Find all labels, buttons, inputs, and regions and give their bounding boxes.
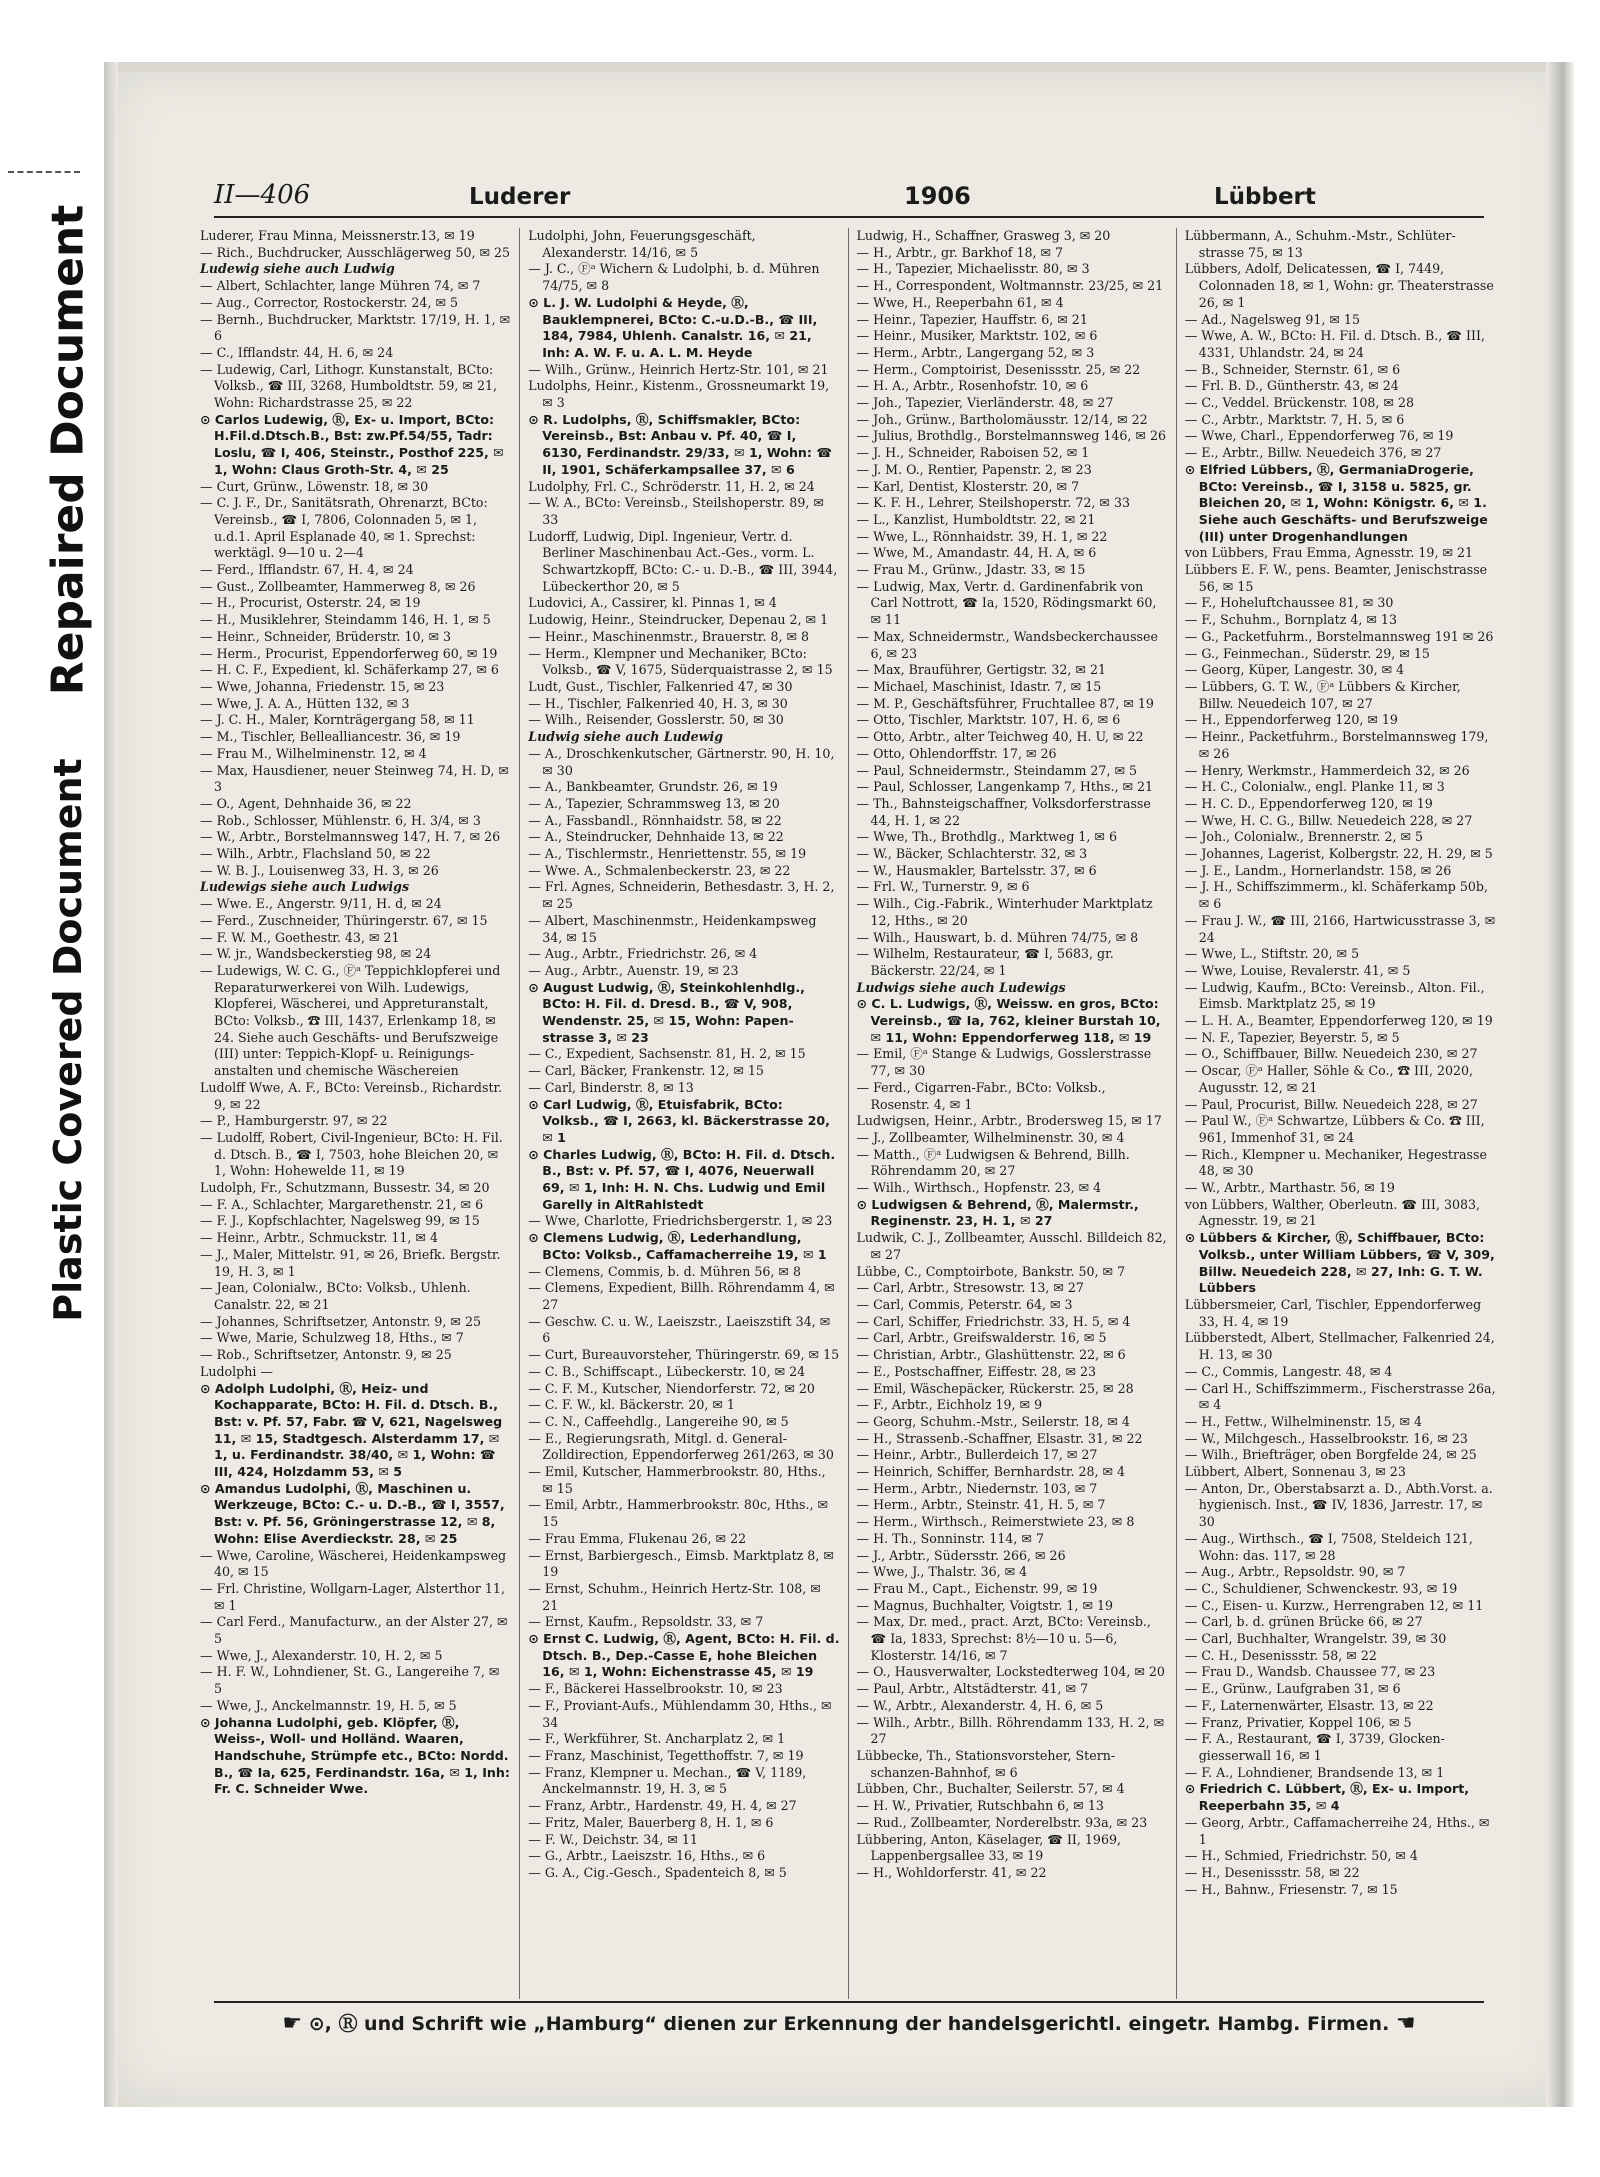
directory-entry: — Heinr., Packetfuhrm., Borstelmannsweg 179, ✉ 26: [1184, 729, 1489, 761]
directory-entry: — Wwe, Marie, Schulzweg 18, Hths., ✉ 7: [200, 1330, 464, 1346]
directory-entry: — W., Arbtr., Marthastr. 56, ✉ 19: [1184, 1180, 1395, 1196]
page-right-edge: [1546, 62, 1574, 2107]
directory-entry: — Ernst, Kaufm., Repsoldstr. 33, ✉ 7: [528, 1614, 764, 1630]
directory-entry: — H., Eppendorferweg 120, ✉ 19: [1184, 712, 1398, 728]
directory-entry: — F. A., Restaurant, ☎ I, 3739, Glockengiesserwall 16, ✉ 1: [1184, 1731, 1445, 1763]
directory-entry: — H., Correspondent, Woltmannstr. 23/25, ✉ 21: [856, 278, 1164, 294]
directory-entry: — Frau M., Wilhelminenstr. 12, ✉ 4: [200, 745, 427, 761]
directory-entry: — Georg, Küper, Langestr. 30, ✉ 4: [1184, 662, 1405, 678]
directory-entry: Ludewig siehe auch Ludwig: [200, 261, 395, 277]
directory-entry: — H. C. D., Eppendorferweg 120, ✉ 19: [1184, 795, 1433, 811]
directory-entry: — H., Arbtr., gr. Barkhof 18, ✉ 7: [856, 244, 1064, 260]
directory-entry: — Herm., Arbtr., Niedernstr. 103, ✉ 7: [856, 1480, 1098, 1496]
directory-entry: — Karl, Dentist, Klosterstr. 20, ✉ 7: [856, 478, 1080, 494]
directory-entry: ⊙ Amandus Ludolphi, Ⓡ, Maschinen u. Werkzeuge, BCto: C.- u. D.-B., ☎ I, 3557, Bst: v. Pf. 56, Gröningerstrasse 12, ✉ 8, Wohn: Elise Averdieckstr. 28, ✉ 25: [200, 1480, 505, 1546]
directory-entry: — H. A., Arbtr., Rosenhofstr. 10, ✉ 6: [856, 378, 1089, 394]
directory-entry: — F. W., Deichstr. 34, ✉ 11: [528, 1831, 698, 1847]
directory-entry: — Ludolff, Robert, Civil-Ingenieur, BCto: H. Fil. d. Dtsch. B., ☎ I, 7503, hohe Bleichen 20, ✉ 1, Wohn: Hohewelde 11, ✉ 19: [200, 1129, 503, 1179]
directory-entry: Lübben, Chr., Buchalter, Seilerstr. 57, ✉ 4: [856, 1781, 1125, 1797]
directory-entry: — Frau Emma, Flukenau 26, ✉ 22: [528, 1530, 747, 1546]
directory-entry: — F., Proviant-Aufs., Mühlendamm 30, Hths., ✉ 34: [528, 1697, 832, 1730]
directory-entry: — C. B., Schiffscapt., Lübeckerstr. 10, ✉ 24: [528, 1363, 806, 1379]
directory-entry: — Wwe, Charlotte, Friedrichsbergerstr. 1, ✉ 23: [528, 1213, 833, 1229]
directory-entry: — Wwe. A., Schmalenbeckerstr. 23, ✉ 22: [528, 862, 791, 878]
scanned-page: [104, 62, 1574, 2107]
directory-entry: — Carl, Arbtr., Stresowstr. 13, ✉ 27: [856, 1280, 1084, 1296]
directory-entry: ⊙ Elfried Lübbers, Ⓡ, GermaniaDrogerie, BCto: Vereinsb., ☎ I, 3158 u. 5825, gr. Bleichen 20, ✉ 1, Wohn: Königstr. 6, ✉ 1. Siehe auch Geschäfts- und Berufszweige (III) unter Drogenhandlungen: [1184, 461, 1488, 544]
directory-entry: — Georg, Schuhm.-Mstr., Seilerstr. 18, ✉ 4: [856, 1413, 1130, 1429]
directory-entry: — Frl. B. D., Güntherstr. 43, ✉ 24: [1184, 378, 1399, 394]
directory-entry: Ludolphi, John, Feuerungsgeschäft, Alexanderstr. 14/16, ✉ 5: [528, 228, 756, 260]
directory-entry: — H., Strassenb.-Schaffner, Elsastr. 31, ✉ 22: [856, 1430, 1143, 1446]
directory-entry: — A., Tischlermstr., Henriettenstr. 55, ✉ 19: [528, 846, 807, 862]
directory-entry: — Aug., Wirthsch., ☎ I, 7508, Steldeich 121, Wohn: das. 117, ✉ 28: [1184, 1530, 1473, 1563]
directory-entry: — Johannes, Lagerist, Kolbergstr. 22, H. 29, ✉ 5: [1184, 846, 1493, 862]
directory-entry: — Wilh., Briefträger, oben Borgfelde 24, ✉ 25: [1184, 1447, 1477, 1463]
directory-entry: — Aug., Arbtr., Friedrichstr. 26, ✉ 4: [528, 946, 758, 962]
directory-entry: — Emil, Ⓕᵃ Stange & Ludwigs, Gosslerstrasse 77, ✉ 30: [856, 1046, 1152, 1079]
directory-entry: — Frau J. W., ☎ III, 2166, Hartwicusstrasse 3, ✉ 24: [1184, 912, 1496, 945]
directory-entry: — Aug., Arbtr., Auenstr. 19, ✉ 23: [528, 962, 739, 978]
directory-entry: — Clemens, Expedient, Billh. Röhrendamm 4, ✉ 27: [528, 1280, 835, 1312]
directory-entry: — F., Hoheluftchaussee 81, ✉ 30: [1184, 595, 1394, 611]
directory-entry: — B., Schneider, Sternstr. 61, ✉ 6: [1184, 361, 1401, 377]
directory-entry: — Frau M., Grünw., Jdastr. 33, ✉ 15: [856, 562, 1086, 578]
directory-entry: — Fritz, Maler, Bauerberg 8, H. 1, ✉ 6: [528, 1814, 774, 1830]
directory-entry: — Frau M., Capt., Eichenstr. 99, ✉ 19: [856, 1580, 1098, 1596]
pointing-hand-left-icon: ☛: [282, 2011, 303, 2036]
directory-entry: — Otto, Arbtr., alter Teichweg 40, H. U, ✉ 22: [856, 729, 1144, 745]
directory-entry: — A., Bankbeamter, Grundstr. 26, ✉ 19: [528, 779, 778, 795]
directory-column-2: [519, 228, 847, 1999]
directory-entry: — A., Droschkenkutscher, Gärtnerstr. 90, H. 10, ✉ 30: [528, 745, 835, 778]
directory-entry: — F. A., Lohndiener, Brandsende 13, ✉ 1: [1184, 1764, 1445, 1780]
directory-entry: — Wwe, J. A. A., Hütten 132, ✉ 3: [200, 695, 410, 711]
directory-entry: — Emil, Arbtr., Hammerbrookstr. 80c, Hths., ✉ 15: [528, 1497, 829, 1530]
directory-entry: — Wwe, Louise, Revalerstr. 41, ✉ 5: [1184, 962, 1411, 978]
directory-entry: ⊙ C. L. Ludwigs, Ⓡ, Weissw. en gros, BCto: Vereinsb., ☎ Ia, 762, kleiner Burstah 10, ✉ 11, Wohn: Eppendorferweg 118, ✉ 19: [856, 996, 1161, 1045]
directory-entry: — O., Hausverwalter, Lockstedterweg 104, ✉ 20: [856, 1664, 1165, 1680]
directory-entry: — Joh., Tapezier, Vierländerstr. 48, ✉ 27: [856, 395, 1114, 411]
directory-entry: — Wwe, J., Anckelmannstr. 19, H. 5, ✉ 5: [200, 1697, 457, 1713]
directory-entry: — Carl H., Schiffszimmerm., Fischerstrasse 26a, ✉ 4: [1184, 1380, 1496, 1413]
directory-entry: Lübbers, Adolf, Delicatessen, ☎ I, 7449, Colonnaden 18, ✉ 1, Wohn: gr. Theaterstrasse 26, ✉ 1: [1184, 261, 1494, 310]
directory-entry: — H. W., Privatier, Rutschbahn 6, ✉ 13: [856, 1798, 1104, 1814]
running-head: [214, 172, 1484, 218]
page-top-band: [104, 62, 1574, 72]
directory-entry: — H., Procurist, Osterstr. 24, ✉ 19: [200, 595, 421, 611]
directory-entry: — Bernh., Buchdrucker, Marktstr. 17/19, H. 1, ✉ 6: [200, 311, 511, 344]
directory-entry: — C. F. W., kl. Bäckerstr. 20, ✉ 1: [528, 1397, 735, 1413]
directory-entry: — Wilh., Grünw., Heinrich Hertz-Str. 101, ✉ 21: [528, 361, 829, 377]
directory-entry: — W. B. J., Louisenweg 33, H. 3, ✉ 26: [200, 862, 439, 878]
directory-entry: — Paul, Arbtr., Altstädterstr. 41, ✉ 7: [856, 1681, 1089, 1697]
directory-entry: Lübbert, Albert, Sonnenau 3, ✉ 23: [1184, 1464, 1406, 1480]
directory-entry: — C., Schuldiener, Schwenckestr. 93, ✉ 19: [1184, 1580, 1458, 1596]
directory-entry: — E., Grünw., Laufgraben 31, ✉ 6: [1184, 1681, 1401, 1697]
directory-entry: — Th., Bahnsteigschaffner, Volksdorferstrasse 44, H. 1, ✉ 22: [856, 795, 1151, 828]
directory-entry: — E., Postschaffner, Eiffestr. 28, ✉ 23: [856, 1363, 1097, 1379]
directory-entry: — C. N., Caffeehdlg., Langereihe 90, ✉ 5: [528, 1413, 789, 1429]
directory-entry: — A., Fassbandl., Rönnhaidstr. 58, ✉ 22: [528, 812, 782, 828]
directory-entry: — Ferd., Ifflandstr. 67, H. 4, ✉ 24: [200, 562, 414, 578]
directory-entry: — C., Ifflandstr. 44, H. 6, ✉ 24: [200, 344, 394, 360]
directory-entry: Ludt, Gust., Tischler, Falkenried 47, ✉ 30: [528, 678, 793, 694]
directory-entry: — Joh., Colonialw., Brennerstr. 2, ✉ 5: [1184, 829, 1424, 845]
directory-entry: von Lübbers, Frau Emma, Agnesstr. 19, ✉ 21: [1184, 545, 1474, 561]
directory-entry: — H., Wohldorferstr. 41, ✉ 22: [856, 1864, 1047, 1880]
plastic-covered-document-text: Plastic Covered Document: [46, 758, 90, 1322]
directory-entry: — Wilh., Cig.-Fabrik., Winterhuder Marktplatz 12, Hths., ✉ 20: [856, 896, 1153, 928]
directory-entry: von Lübbers, Walther, Oberleutn. ☎ III, 3083, Agnesstr. 19, ✉ 21: [1184, 1196, 1481, 1229]
directory-entry: — Frl. Agnes, Schneiderin, Bethesdastr. 3, H. 2, ✉ 25: [528, 879, 835, 912]
directory-entry: — P., Hamburgerstr. 97, ✉ 22: [200, 1113, 388, 1129]
directory-entry: ⊙ Johanna Ludolphi, geb. Klöpfer, Ⓡ, Weiss-, Woll- und Holländ. Waaren, Handschuhe, Strümpfe etc., BCto: Nordd. B., ☎ Ia, 625, Ferdinandstr. 16a, ✉ 1, Inh: Fr. C. Schneider Wwe.: [200, 1714, 510, 1797]
directory-entry: — Carl, Commis, Peterstr. 64, ✉ 3: [856, 1297, 1073, 1312]
directory-entry: — Carl, Buchhalter, Wrangelstr. 39, ✉ 30: [1184, 1631, 1447, 1647]
directory-entry: — Herm., Procurist, Eppendorferweg 60, ✉ 19: [200, 645, 498, 661]
directory-entry: — Frl. W., Turnerstr. 9, ✉ 6: [856, 879, 1030, 895]
directory-entry: — C., Expedient, Sachsenstr. 81, H. 2, ✉ 15: [528, 1046, 806, 1062]
directory-entry: — M., Tischler, Bellealliancestr. 36, ✉ 19: [200, 729, 461, 745]
directory-entry: — Franz, Klempner u. Mechan., ☎ V, 1189, Anckelmannstr. 19, H. 3, ✉ 5: [528, 1764, 807, 1797]
directory-entry: — Albert, Maschinenmstr., Heidenkampsweg 34, ✉ 15: [528, 912, 817, 945]
directory-entry: — H., Fettw., Wilhelminenstr. 15, ✉ 4: [1184, 1413, 1423, 1429]
directory-entry: — Paul, Procurist, Billw. Neuedeich 228, ✉ 27: [1184, 1096, 1478, 1112]
directory-entry: — Ernst, Schuhm., Heinrich Hertz-Str. 108, ✉ 21: [528, 1580, 821, 1613]
directory-entry: Ludovici, A., Cassirer, kl. Pinnas 1, ✉ 4: [528, 595, 777, 611]
directory-entry: — F., Werkführer, St. Ancharplatz 2, ✉ 1: [528, 1731, 786, 1747]
directory-entry: — Emil, Kutscher, Hammerbrookstr. 80, Hths., ✉ 15: [528, 1464, 826, 1496]
directory-entry: — Wwe, J., Thalstr. 36, ✉ 4: [856, 1564, 1028, 1580]
directory-entry: — Christian, Arbtr., Glashüttenstr. 22, ✉ 6: [856, 1347, 1126, 1363]
directory-entry: — C. F. M., Kutscher, Niendorferstr. 72, ✉ 20: [528, 1380, 815, 1396]
directory-entry: ⊙ L. J. W. Ludolphi & Heyde, Ⓡ, Bauklempnerei, BCto: C.-u.D.-B., ☎ III, 184, 7984, Uhlenh. Canalstr. 16, ✉ 21, Inh: A. W. F. u. A. L. M. Heyde: [528, 294, 818, 360]
directory-entry: — W., Arbtr., Alexanderstr. 4, H. 6, ✉ 5: [856, 1697, 1104, 1713]
directory-entry: — C., Veddel. Brückenstr. 108, ✉ 28: [1184, 395, 1414, 411]
directory-entry: — Curt, Grünw., Löwenstr. 18, ✉ 30: [200, 478, 429, 494]
directory-entry: — W. jr., Wandsbeckerstieg 98, ✉ 24: [200, 946, 432, 962]
directory-entry: — Ludewigs, W. C. G., Ⓕᵃ Teppichklopferei und Reparaturwerkerei von Wilh. Ludewigs, Klopferei, Wäscherei, und Appreturanstalt, BCto: Volksb., ☎ III, 1437, Erlenkamp 18, ✉ 24. Siehe auch Geschäfts- und Berufszweige (III) unter: Teppich-Klopf- u. Reinigungsanstalten und chemische Wäschereien: [200, 962, 501, 1079]
directory-entry: — Wilh., Arbtr., Flachsland 50, ✉ 22: [200, 846, 431, 862]
directory-entry: — O., Agent, Dehnhaide 36, ✉ 22: [200, 795, 412, 811]
directory-entry: — J. C., Ⓕᵃ Wichern & Ludolphi, b. d. Mühren 74/75, ✉ 8: [528, 261, 820, 294]
directory-entry: — G., Arbtr., Laeiszstr. 16, Hths., ✉ 6: [528, 1848, 766, 1864]
directory-entry: — J. C. H., Maler, Kornträgergang 58, ✉ 11: [200, 712, 475, 728]
directory-entry: — Herm., Arbtr., Langergang 52, ✉ 3: [856, 344, 1095, 360]
directory-entry: — W., Milchgesch., Hasselbrookstr. 16, ✉ 23: [1184, 1430, 1468, 1446]
directory-entry: — Herm., Klempner und Mechaniker, BCto: Volksb., ☎ V, 1675, Süderquaistrasse 2, ✉ 15: [528, 645, 833, 678]
directory-entry: — G., Feinmechan., Süderstr. 29, ✉ 15: [1184, 645, 1430, 661]
directory-entry: — Wilhelm, Restaurateur, ☎ I, 5683, gr. Bäckerstr. 22/24, ✉ 1: [856, 946, 1114, 978]
directory-entry: ⊙ Carl Ludwig, Ⓡ, Etuisfabrik, BCto: Volksb., ☎ I, 2663, kl. Bäckerstrasse 20, ✉ 1: [528, 1096, 830, 1145]
directory-entry: Ludwik, C. J., Zollbeamter, Ausschl. Billdeich 82, ✉ 27: [856, 1230, 1167, 1262]
directory-entry: — Ad., Nagelsweg 91, ✉ 15: [1184, 311, 1360, 327]
directory-entry: — H., Bahnw., Friesenstr. 7, ✉ 15: [1184, 1881, 1398, 1897]
directory-entry: — Gust., Zollbeamter, Hammerweg 8, ✉ 26: [200, 578, 476, 594]
directory-entry: Lübbe, C., Comptoirbote, Bankstr. 50, ✉ 7: [856, 1263, 1126, 1279]
directory-entry: — Carl, Schiffer, Friedrichstr. 33, H. 5, ✉ 4: [856, 1313, 1131, 1329]
directory-entry: — Rob., Schriftsetzer, Antonstr. 9, ✉ 25: [200, 1347, 452, 1363]
directory-entry: — Paul, Schneidermstr., Steindamm 27, ✉ 5: [856, 762, 1138, 778]
directory-entry: — C. J. F., Dr., Sanitätsrath, Ohrenarzt, BCto: Vereinsb., ☎ I, 7806, Colonnaden 5, ✉ 1, u.d.1. April Esplanade 40, ✉ 1. Sprechst: werktägl. 9—10 u. 2—4: [200, 495, 488, 561]
directory-entry: — L. H. A., Beamter, Eppendorferweg 120, ✉ 19: [1184, 1013, 1493, 1029]
directory-entry: — Rich., Buchdrucker, Ausschlägerweg 50, ✉ 25: [200, 244, 511, 260]
directory-entry: — Wwe, M., Amandastr. 44, H. A, ✉ 6: [856, 545, 1097, 561]
page-left-edge: [104, 62, 118, 2107]
page-footer: [214, 2001, 1484, 2043]
directory-entry: — H., Desenissstr. 58, ✉ 22: [1184, 1864, 1360, 1880]
directory-entry: — N. F., Tapezier, Beyerstr. 5, ✉ 5: [1184, 1029, 1400, 1045]
directory-entry: — Carl, Arbtr., Greifswalderstr. 16, ✉ 5: [856, 1330, 1107, 1346]
directory-entry: — H. C., Colonialw., engl. Planke 11, ✉ 3: [1184, 779, 1445, 795]
repaired-document-text: Repaired Document: [42, 204, 94, 696]
directory-entry: — J. H., Schneider, Raboisen 52, ✉ 1: [856, 445, 1090, 461]
directory-entry: — Wwe, J., Alexanderstr. 10, H. 2, ✉ 5: [200, 1647, 443, 1663]
directory-entry: — Carl, Bäcker, Frankenstr. 12, ✉ 15: [528, 1063, 764, 1079]
directory-entry: — Ludwig, Kaufm., BCto: Vereinsb., Alton. Fil., Eimsb. Marktplatz 25, ✉ 19: [1184, 979, 1485, 1012]
directory-entry: Ludwig, H., Schaffner, Grasweg 3, ✉ 20: [856, 228, 1111, 243]
directory-entry: — Heinr., Arbtr., Schmuckstr. 11, ✉ 4: [200, 1230, 438, 1246]
directory-entry: — F. A., Schlachter, Margarethenstr. 21, ✉ 6: [200, 1196, 484, 1212]
directory-entry: — Herm., Comptoirist, Desenissstr. 25, ✉ 22: [856, 361, 1141, 377]
directory-entry: — G. A., Cig.-Gesch., Spadenteich 8, ✉ 5: [528, 1864, 787, 1880]
directory-entry: — Wwe, Charl., Eppendorferweg 76, ✉ 19: [1184, 428, 1454, 444]
directory-entry: — Franz, Maschinist, Tegetthoffstr. 7, ✉ 19: [528, 1747, 804, 1763]
directory-entry: Ludolphy, Frl. C., Schröderstr. 11, H. 2, ✉ 24: [528, 478, 815, 494]
directory-entry: Lübberstedt, Albert, Stellmacher, Falkenried 24, H. 13, ✉ 30: [1184, 1330, 1495, 1363]
directory-entry: — Carl, Binderstr. 8, ✉ 13: [528, 1079, 694, 1095]
directory-entry: — E., Arbtr., Billw. Neuedeich 376, ✉ 27: [1184, 445, 1442, 461]
directory-entry: — Wwe, Th., Brothdlg., Marktweg 1, ✉ 6: [856, 829, 1117, 845]
directory-entry: — Wwe, Johanna, Friedenstr. 15, ✉ 23: [200, 678, 445, 694]
directory-columns: [192, 228, 1504, 1999]
directory-entry: — Wwe, H., Reeperbahn 61, ✉ 4: [856, 294, 1064, 310]
directory-entry: — Ferd., Zuschneider, Thüringerstr. 67, ✉ 15: [200, 912, 488, 928]
directory-entry: — O., Schiffbauer, Billw. Neuedeich 230, ✉ 27: [1184, 1046, 1478, 1062]
directory-entry: Luderer, Frau Minna, Meissnerstr.13, ✉ 19: [200, 228, 475, 243]
directory-entry: ⊙ Ernst C. Ludwig, Ⓡ, Agent, BCto: H. Fil. d. Dtsch. B., Dep.-Casse E, hohe Bleichen 16, ✉ 1, Wohn: Eichenstrasse 45, ✉ 19: [528, 1631, 840, 1680]
directory-entry: Ludewigs siehe auch Ludwigs: [200, 879, 410, 895]
directory-entry: Ludolphs, Heinr., Kistenm., Grossneumarkt 19, ✉ 3: [528, 378, 830, 411]
directory-entry: — L., Kanzlist, Humboldtstr. 22, ✉ 21: [856, 511, 1096, 527]
directory-entry: ⊙ Lübbers & Kircher, Ⓡ, Schiffbauer, BCto: Volksb., unter William Lübbers, ☎ V, 309, Billw. Neuedeich 228, ✉ 27, Inh: G. T. W. Lübbers: [1184, 1230, 1495, 1296]
directory-entry: — Joh., Grünw., Bartholomäusstr. 12/14, ✉ 22: [856, 411, 1148, 427]
directory-entry: — Aug., Corrector, Rostockerstr. 24, ✉ 5: [200, 294, 459, 310]
directory-entry: — Heinrich, Schiffer, Bernhardstr. 28, ✉ 4: [856, 1464, 1126, 1480]
directory-entry: — Oscar, Ⓕᵃ Haller, Söhle & Co., ☎ III, 2020, Augusstr. 12, ✉ 21: [1184, 1063, 1474, 1095]
directory-entry: — Lübbers, G. T. W., Ⓕᵃ Lübbers & Kircher, Billw. Neuedeich 107, ✉ 27: [1184, 678, 1461, 711]
directory-entry: — Magnus, Buchhalter, Voigtstr. 1, ✉ 19: [856, 1597, 1114, 1613]
directory-entry: — C. H., Desenissstr. 58, ✉ 22: [1184, 1647, 1377, 1663]
directory-entry: — Max, Brauführer, Gertigstr. 32, ✉ 21: [856, 662, 1106, 678]
directory-entry: ⊙ August Ludwig, Ⓡ, Steinkohlenhdlg., BCto: H. Fil. d. Dresd. B., ☎ V, 908, Wendenstr. 25, ✉ 15, Wohn: Papenstrasse 3, ✉ 23: [528, 979, 805, 1045]
directory-entry: — J., Maler, Mittelstr. 91, ✉ 26, Briefk. Bergstr. 19, H. 3, ✉ 1: [200, 1246, 501, 1279]
directory-entry: — Wilh., Reisender, Gosslerstr. 50, ✉ 30: [528, 712, 784, 728]
directory-entry: — Frl. Christine, Wollgarn-Lager, Alsterthor 11, ✉ 1: [200, 1580, 505, 1613]
directory-entry: — J. M. O., Rentier, Papenstr. 2, ✉ 23: [856, 461, 1092, 477]
directory-entry: — Wwe. E., Angerstr. 9/11, H. d, ✉ 24: [200, 896, 442, 912]
directory-entry: Ludwigs siehe auch Ludewigs: [856, 979, 1066, 995]
directory-entry: — H. Th., Sonninstr. 114, ✉ 7: [856, 1530, 1044, 1546]
directory-entry: — C., Eisen- u. Kurzw., Herrengraben 12, ✉ 11: [1184, 1597, 1484, 1613]
directory-entry: — Julius, Brothdlg., Borstelmannsweg 146, ✉ 26: [856, 428, 1166, 444]
directory-entry: — Anton, Dr., Oberstabsarzt a. D., Abth.Vorst. a. hygienisch. Inst., ☎ IV, 1836, Jarrestr. 17, ✉ 30: [1184, 1480, 1493, 1530]
directory-entry: ⊙ Friedrich C. Lübbert, Ⓡ, Ex- u. Import, Reeperbahn 35, ✉ 4: [1184, 1781, 1470, 1814]
directory-entry: Ludwigsen, Heinr., Arbtr., Brodersweg 15, ✉ 17: [856, 1113, 1162, 1129]
directory-column-4: [1176, 228, 1504, 1999]
directory-entry: ⊙ Carlos Ludewig, Ⓡ, Ex- u. Import, BCto: H.Fil.d.Dtsch.B., Bst: zw.Pf.54/55, Tadr: Loslu, ☎ I, 406, Steinstr., Posthof 225, ✉ 1, Wohn: Claus Groth-Str. 4, ✉ 25: [200, 411, 504, 477]
directory-entry: Lübbecke, Th., Stationsvorsteher, Sternschanzen-Bahnhof, ✉ 6: [856, 1747, 1116, 1780]
directory-entry: Lübbersmeier, Carl, Tischler, Eppendorferweg 33, H. 4, ✉ 19: [1184, 1297, 1482, 1329]
directory-entry: — Wilh., Hauswart, b. d. Mühren 74/75, ✉ 8: [856, 929, 1139, 945]
directory-entry: — Clemens, Commis, b. d. Mühren 56, ✉ 8: [528, 1263, 801, 1279]
directory-entry: — Wwe, L., Rönnhaidstr. 39, H. 1, ✉ 22: [856, 528, 1108, 544]
directory-entry: — Heinr., Tapezier, Hauffstr. 6, ✉ 21: [856, 311, 1088, 327]
directory-entry: ⊙ R. Ludolphs, Ⓡ, Schiffsmakler, BCto: Vereinsb., Bst: Anbau v. Pf. 40, ☎ I, 6130, Ferdinandstr. 29/33, ✉ 1, Wohn: ☎ II, 1901, Schäferkampsallee 37, ✉ 6: [528, 411, 833, 477]
directory-entry: — C., Commis, Langestr. 48, ✉ 4: [1184, 1363, 1393, 1379]
directory-entry: — Wwe, L., Stiftstr. 20, ✉ 5: [1184, 946, 1360, 962]
directory-entry: — Henry, Werkmstr., Hammerdeich 32, ✉ 26: [1184, 762, 1470, 778]
directory-entry: Ludolphi —: [200, 1363, 273, 1379]
directory-entry: — J., Zollbeamter, Wilhelminenstr. 30, ✉ 4: [856, 1129, 1125, 1145]
directory-entry: — H., Tischler, Falkenried 40, H. 3, ✉ 30: [528, 695, 788, 711]
directory-entry: — A., Steindrucker, Dehnhaide 13, ✉ 22: [528, 829, 784, 845]
directory-entry: — A., Tapezier, Schrammsweg 13, ✉ 20: [528, 795, 780, 811]
directory-entry: — Max, Hausdiener, neuer Steinweg 74, H. D, ✉ 3: [200, 762, 509, 795]
directory-entry: — Rob., Schlosser, Mühlenstr. 6, H. 3/4, ✉ 3: [200, 812, 481, 828]
directory-entry: — Frau D., Wandsb. Chaussee 77, ✉ 23: [1184, 1664, 1436, 1680]
directory-entry: — F., Schuhm., Bornplatz 4, ✉ 13: [1184, 612, 1397, 628]
directory-entry: — F., Bäckerei Hasselbrookstr. 10, ✉ 23: [528, 1681, 783, 1697]
directory-entry: — Heinr., Arbtr., Bullerdeich 17, ✉ 27: [856, 1447, 1098, 1463]
directory-entry: — Carl Ferd., Manufacturw., an der Alster 27, ✉ 5: [200, 1614, 508, 1647]
directory-entry: — Michael, Maschinist, Idastr. 7, ✉ 15: [856, 678, 1102, 694]
directory-entry: — Ludewig, Carl, Lithogr. Kunstanstalt, BCto: Volksb., ☎ III, 3268, Humboldtstr. 59, ✉ 21, Wohn: Richardstrasse 25, ✉ 22: [200, 361, 498, 411]
directory-entry: — H., Musiklehrer, Steindamm 146, H. 1, ✉ 5: [200, 612, 491, 628]
footer-note: ⊙, Ⓡ und Schrift wie „Hamburg“ dienen zur Erkennung der handelsgerichtl. eingetr. Hambg. Firmen.: [308, 2013, 1390, 2035]
directory-entry: Lübbers E. F. W., pens. Beamter, Jenischstrasse 56, ✉ 15: [1184, 562, 1488, 594]
directory-entry: — Ferd., Cigarren-Fabr., BCto: Volksb., Rosenstr. 4, ✉ 1: [856, 1079, 1106, 1112]
directory-entry: Lübbermann, A., Schuhm.-Mstr., Schlüterstrasse 75, ✉ 13: [1184, 228, 1456, 260]
directory-entry: — Ludwig, Max, Vertr. d. Gardinenfabrik von Carl Nottrott, ☎ Ia, 1520, Rödingsmarkt 60, ✉ 11: [856, 578, 1157, 628]
directory-entry: ⊙ Clemens Ludwig, Ⓡ, Lederhandlung, BCto: Volksb., Caffamacherreihe 19, ✉ 1: [528, 1230, 827, 1262]
directory-entry: — J. E., Landm., Hornerlandstr. 158, ✉ 26: [1184, 862, 1452, 878]
directory-entry: ⊙ Ludwigsen & Behrend, Ⓡ, Malermstr., Reginenstr. 23, H. 1, ✉ 27: [856, 1196, 1139, 1229]
directory-entry: — Franz, Privatier, Koppel 106, ✉ 5: [1184, 1714, 1412, 1730]
directory-entry: — Geschw. C. u. W., Laeiszstr., Laeiszstift 34, ✉ 6: [528, 1313, 831, 1346]
directory-entry: Ludwig siehe auch Ludewig: [528, 729, 724, 745]
directory-entry: — Georg, Arbtr., Caffamacherreihe 24, Hths., ✉ 1: [1184, 1814, 1490, 1847]
directory-entry: — H. F. W., Lohndiener, St. G., Langereihe 7, ✉ 5: [200, 1664, 500, 1697]
directory-entry: — W., Arbtr., Borstelmannsweg 147, H. 7, ✉ 26: [200, 829, 501, 845]
directory-column-1: [192, 228, 519, 1999]
directory-entry: — Max, Dr. med., pract. Arzt, BCto: Vereinsb., ☎ Ia, 1833, Sprechst: 8½—10 u. 5—6, Klosterstr. 14/16, ✉ 7: [856, 1614, 1151, 1663]
directory-entry: — G., Packetfuhrm., Borstelmannsweg 191 ✉ 26: [1184, 628, 1494, 644]
page-number: II—406: [214, 180, 311, 210]
directory-entry: — Franz, Arbtr., Hardenstr. 49, H. 4, ✉ 27: [528, 1798, 797, 1814]
directory-entry: — Wwe, Caroline, Wäscherei, Heidenkampsweg 40, ✉ 15: [200, 1547, 507, 1580]
directory-entry: — Jean, Colonialw., BCto: Volksb., Uhlenh. Canalstr. 22, ✉ 21: [200, 1280, 471, 1312]
directory-entry: — Rich., Klempner u. Mechaniker, Hegestrasse 48, ✉ 30: [1184, 1146, 1487, 1179]
directory-column-3: [848, 228, 1176, 1999]
directory-entry: — Paul W., Ⓕᵃ Schwartze, Lübbers & Co. ☎ III, 961, Immenhof 31, ✉ 24: [1184, 1113, 1485, 1145]
directory-entry: — Wilh., Wirthsch., Hopfenstr. 23, ✉ 4: [856, 1180, 1102, 1196]
directory-entry: — H., Tapezier, Michaelisstr. 80, ✉ 3: [856, 261, 1090, 277]
directory-entry: — Curt, Bureauvorsteher, Thüringerstr. 69, ✉ 15: [528, 1347, 840, 1363]
directory-entry: — Heinr., Maschinenmstr., Brauerstr. 8, ✉ 8: [528, 628, 810, 644]
directory-entry: — F., Laternenwärter, Elsastr. 13, ✉ 22: [1184, 1697, 1434, 1713]
directory-entry: — Heinr., Schneider, Brüderstr. 10, ✉ 3: [200, 628, 452, 644]
directory-entry: Ludowig, Heinr., Steindrucker, Depenau 2, ✉ 1: [528, 612, 829, 628]
directory-entry: — W. A., BCto: Vereinsb., Steilshoperstr. 89, ✉ 33: [528, 495, 824, 527]
directory-entry: — Heinr., Musiker, Marktstr. 102, ✉ 6: [856, 328, 1098, 344]
directory-entry: — Otto, Ohlendorffstr. 17, ✉ 26: [856, 745, 1057, 761]
directory-entry: Ludolff Wwe, A. F., BCto: Vereinsb., Richardstr. 9, ✉ 22: [200, 1079, 503, 1112]
directory-entry: — Johannes, Schriftsetzer, Antonstr. 9, ✉ 25: [200, 1313, 481, 1329]
directory-entry: — Rud., Zollbeamter, Norderelbstr. 93a, ✉ 23: [856, 1814, 1148, 1830]
directory-entry: — Max, Schneidermstr., Wandsbeckerchaussee 6, ✉ 23: [856, 628, 1158, 661]
directory-entry: — Aug., Arbtr., Repsoldstr. 90, ✉ 7: [1184, 1564, 1406, 1580]
directory-entry: — C., Arbtr., Marktstr. 7, H. 5, ✉ 6: [1184, 411, 1405, 427]
directory-entry: — K. F. H., Lehrer, Steilshoperstr. 72, ✉ 33: [856, 495, 1130, 511]
directory-entry: Ludolph, Fr., Schutzmann, Bussestr. 34, ✉ 20: [200, 1180, 490, 1196]
directory-entry: — J. H., Schiffszimmerm., kl. Schäferkamp 50b, ✉ 6: [1184, 879, 1488, 912]
directory-entry: — Matth., Ⓕᵃ Ludwigsen & Behrend, Billh. Röhrendamm 20, ✉ 27: [856, 1146, 1130, 1179]
directory-entry: ⊙ Adolph Ludolphi, Ⓡ, Heiz- und Kochapparate, BCto: H. Fil. d. Dtsch. B., Bst: v. Pf. 57, Fabr. ☎ V, 621, Nagelsweg 11, ✉ 15, Stadtgesch. Alsterdamm 17, ✉ 1, u. Ferdinandstr. 38/40, ✉ 1, Wohn: ☎ III, 424, Holzdamm 53, ✉ 5: [200, 1380, 503, 1480]
directory-entry: — W., Bäcker, Schlachterstr. 32, ✉ 3: [856, 846, 1088, 862]
directory-entry: — H., Schmied, Friedrichstr. 50, ✉ 4: [1184, 1848, 1418, 1864]
directory-entry: — F. W. M., Goethestr. 43, ✉ 21: [200, 929, 400, 945]
running-head-left-word: Luderer: [469, 184, 571, 210]
directory-entry: — J., Arbtr., Südersstr. 266, ✉ 26: [856, 1547, 1066, 1563]
directory-entry: — Albert, Schlachter, lange Mühren 74, ✉ 7: [200, 278, 481, 294]
directory-entry: — M. P., Geschäftsführer, Fruchtallee 87, ✉ 19: [856, 695, 1154, 711]
directory-entry: — Wwe, A. W., BCto: H. Fil. d. Dtsch. B., ☎ III, 4331, Uhlandstr. 24, ✉ 24: [1184, 328, 1485, 360]
dashed-guide-line: [8, 171, 80, 173]
directory-entry: — F. J., Kopfschlachter, Nagelsweg 99, ✉ 15: [200, 1213, 480, 1229]
running-head-year: 1906: [904, 182, 971, 210]
directory-entry: — Herm., Arbtr., Steinstr. 41, H. 5, ✉ 7: [856, 1497, 1106, 1513]
directory-entry: Lübbering, Anton, Käselager, ☎ II, 1969, Lappenbergsallee 33, ✉ 19: [856, 1831, 1121, 1864]
directory-entry: — Wwe, H. C. G., Billw. Neuedeich 228, ✉ 27: [1184, 812, 1473, 828]
directory-entry: — Herm., Wirthsch., Reimerstwiete 23, ✉ 8: [856, 1514, 1135, 1530]
directory-entry: — Carl, b. d. grünen Brücke 66, ✉ 27: [1184, 1614, 1423, 1630]
running-head-right-word: Lübbert: [1214, 184, 1316, 210]
directory-entry: — Ernst, Barbiergesch., Eimsb. Marktplatz 8, ✉ 19: [528, 1547, 834, 1580]
directory-entry: — F., Arbtr., Eichholz 19, ✉ 9: [856, 1397, 1043, 1413]
directory-entry: — Otto, Tischler, Marktstr. 107, H. 6, ✉ 6: [856, 712, 1121, 728]
directory-entry: — E., Regierungsrath, Mitgl. d. GeneralZolldirection, Eppendorferweg 261/263, ✉ 30: [528, 1430, 834, 1463]
directory-entry: — H. C. F., Expedient, kl. Schäferkamp 27, ✉ 6: [200, 662, 499, 678]
directory-entry: — W., Hausmakler, Bartelsstr. 37, ✉ 6: [856, 862, 1097, 878]
directory-entry: — Emil, Wäschepäcker, Rückerstr. 25, ✉ 28: [856, 1380, 1134, 1396]
directory-entry: — Paul, Schlosser, Langenkamp 7, Hths., ✉ 21: [856, 779, 1154, 795]
directory-entry: ⊙ Charles Ludwig, Ⓡ, BCto: H. Fil. d. Dtsch. B., Bst: v. Pf. 57, ☎ I, 4076, Neuerwall 69, ✉ 1, Inh: H. N. Chs. Ludwig und Emil Garelly in AltRahlstedt: [528, 1146, 836, 1212]
directory-entry: — Wilh., Arbtr., Billh. Röhrendamm 133, H. 2, ✉ 27: [856, 1714, 1165, 1747]
pointing-hand-right-icon: ☚: [1395, 2011, 1416, 2036]
directory-entry: Ludorff, Ludwig, Dipl. Ingenieur, Vertr. d. Berliner Maschinenbau Act.-Ges., vorm. L. Schwartzkopff, BCto: C.- u. D.-B., ☎ III, 3944, Lübeckerthor 20, ✉ 5: [528, 528, 838, 594]
